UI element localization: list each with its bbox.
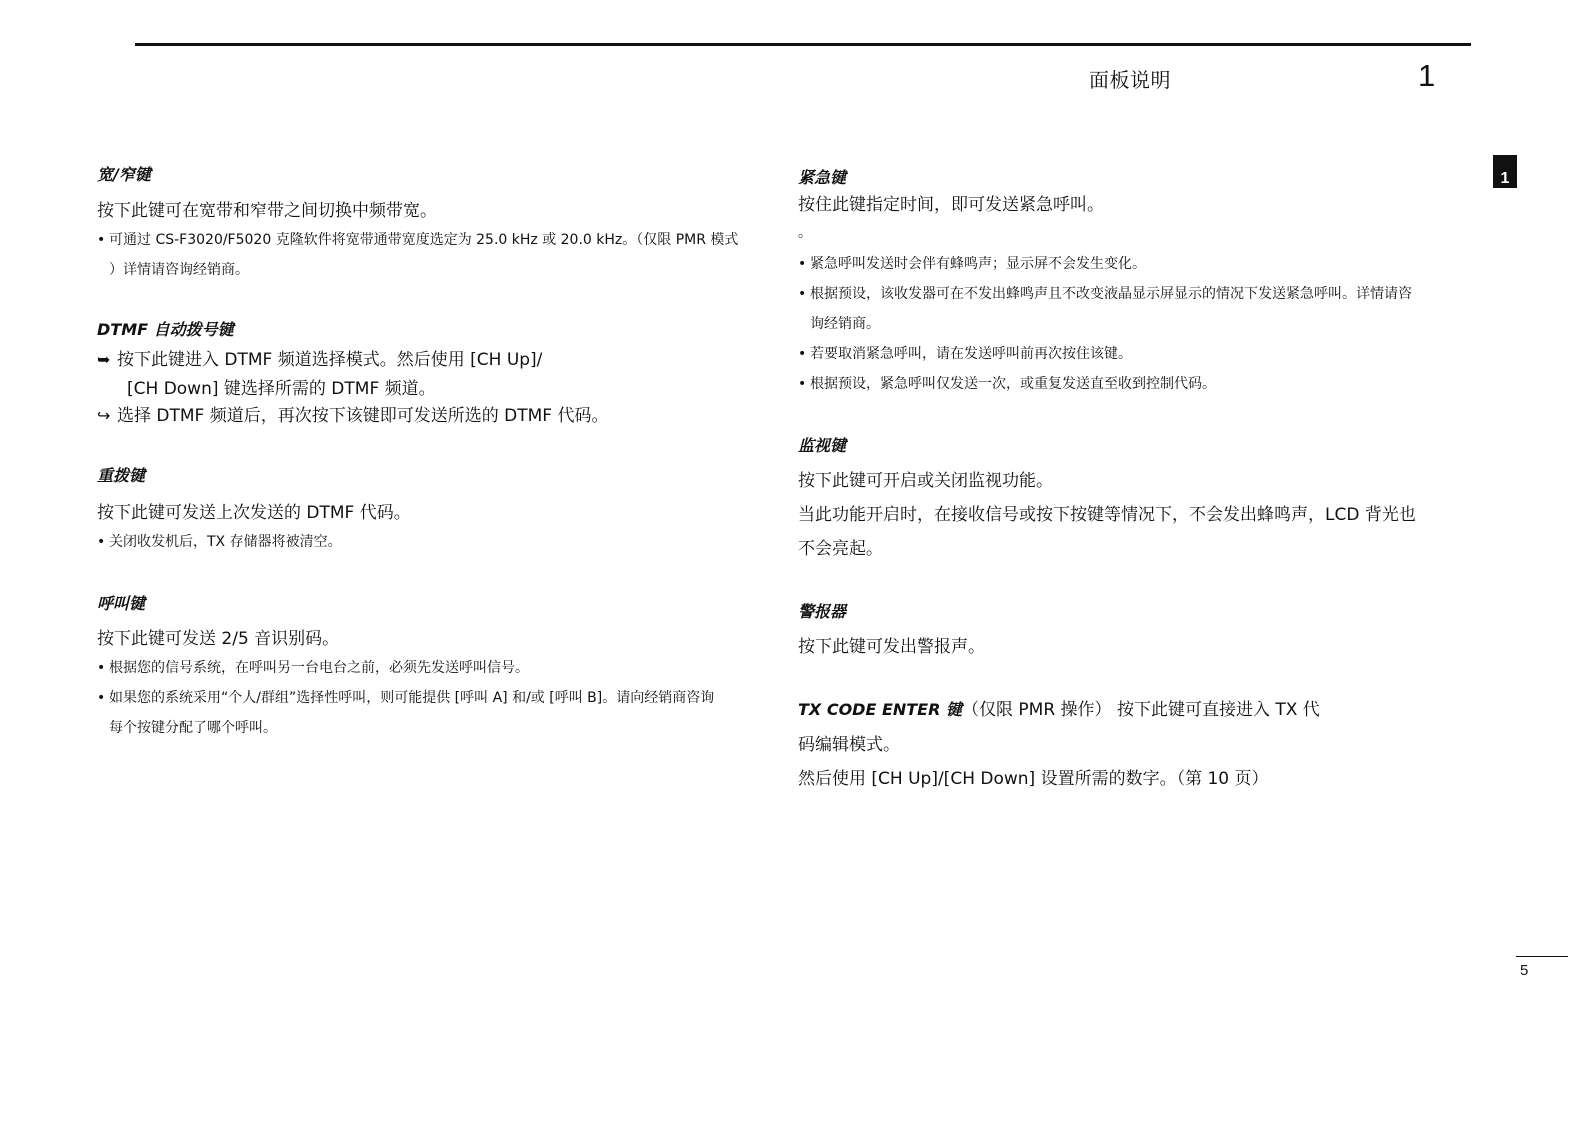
bullet-dot: • [97, 534, 106, 550]
dtmf-heading: DTMF 自动拨号键 [97, 320, 234, 339]
emergency-bullet-4 [798, 373, 1216, 393]
tx-code-heading: TX CODE ENTER 键 [798, 700, 963, 719]
bullet-text: 根据预设，紧急呼叫仅发送一次，或重复发送直至收到控制代码。 [810, 376, 1216, 392]
monitor-line-2: 当此功能开启时，在接收信号或按下按键等情况下，不会发出蜂鸣声，LCD 背光也 [798, 505, 1416, 525]
emergency-bullet-3 [798, 343, 1132, 363]
chapter-number: 1 [1418, 58, 1436, 93]
call-heading: 呼叫键 [97, 594, 146, 613]
call-bullet-2-cont: 每个按键分配了哪个呼叫。 [109, 720, 277, 736]
bullet-text: 如果您的系统采用“个人/群组”选择性呼叫，则可能提供 [呼叫 A] 和/或 [呼叫 B]。请向经销商咨询 [109, 690, 715, 706]
bullet-dot: • [798, 286, 807, 302]
redial-bullet [97, 531, 342, 551]
tx-code-line-2: 码编辑模式。 [798, 735, 900, 755]
dtmf-text-3: 选择 DTMF 频道后，再次按下该键即可发送所选的 DTMF 代码。 [117, 406, 609, 426]
page-number: 5 [1520, 962, 1529, 979]
top-rule [135, 43, 1471, 46]
chapter-tab-label: 1 [1500, 170, 1510, 187]
tx-code-line-3: 然后使用 [CH Up]/[CH Down] 设置所需的数字。（第 10 页） [798, 769, 1269, 789]
bullet-text: 关闭收发机后，TX 存储器将被清空。 [109, 534, 342, 550]
tx-code-line-1 [798, 695, 1320, 720]
bullet-dot: • [798, 256, 807, 272]
emergency-bullet-2-cont: 询经销商。 [810, 316, 880, 332]
bullet-text: 根据预设，该收发器可在不发出蜂鸣声且不改变液晶显示屏显示的情况下发送紧急呼叫。详情请咨 [810, 286, 1412, 302]
wide-narrow-bullet-cont: ）详情请咨询经销商。 [109, 262, 249, 278]
wide-narrow-heading: 宽/窄键 [97, 165, 151, 184]
emergency-body: 按住此键指定时间，即可发送紧急呼叫。 [798, 195, 1104, 215]
bullet-text: 根据您的信号系统，在呼叫另一台电台之前，必须先发送呼叫信号。 [109, 660, 529, 676]
alarm-body: 按下此键可发出警报声。 [798, 637, 985, 657]
wide-narrow-bullet [97, 229, 738, 249]
redial-body: 按下此键可发送上次发送的 DTMF 代码。 [97, 503, 411, 523]
call-body: 按下此键可发送 2/5 音识别码。 [97, 629, 340, 649]
emergency-heading: 紧急键 [798, 168, 847, 187]
dtmf-text-1: 按下此键进入 DTMF 频道选择模式。然后使用 [CH Up]/ [117, 350, 543, 370]
dtmf-line-1 [97, 345, 542, 370]
bullet-dot: • [798, 346, 807, 362]
alarm-heading: 警报器 [798, 602, 847, 621]
return-arrow-icon: ↪ [97, 406, 111, 425]
call-bullet-1 [97, 657, 529, 677]
bullet-dot: • [97, 232, 106, 248]
wide-narrow-body: 按下此键可在宽带和窄带之间切换中频带宽。 [97, 201, 437, 221]
monitor-heading: 监视键 [798, 436, 847, 455]
emergency-bullet-1 [798, 253, 1146, 273]
page-number-rule [1516, 956, 1568, 957]
dtmf-line-2: [CH Down] 键选择所需的 DTMF 频道。 [127, 379, 436, 399]
emergency-bullet-2 [798, 283, 1412, 303]
redial-heading: 重拨键 [97, 466, 146, 485]
bullet-text: 若要取消紧急呼叫，请在发送呼叫前再次按住该键。 [810, 346, 1132, 362]
bullet-text: 可通过 CS-F3020/F5020 克隆软件将宽带通带宽度选定为 25.0 kHz 或 20.0 kHz。（仅限 PMR 模式 [109, 232, 739, 248]
bullet-dot: • [97, 690, 106, 706]
emergency-dot: 。 [798, 225, 812, 241]
arrow-icon: ➥ [97, 350, 111, 369]
section-title: 面板说明 [1089, 68, 1171, 92]
chapter-tab [1493, 155, 1517, 188]
monitor-body: 按下此键可开启或关闭监视功能。 [798, 471, 1053, 491]
dtmf-line-3 [97, 401, 608, 426]
bullet-dot: • [97, 660, 106, 676]
call-bullet-2 [97, 687, 714, 707]
bullet-text: 紧急呼叫发送时会伴有蜂鸣声；显示屏不会发生变化。 [810, 256, 1146, 272]
monitor-line-3: 不会亮起。 [798, 539, 883, 559]
bullet-dot: • [798, 376, 807, 392]
tx-code-text-1: （仅限 PMR 操作） 按下此键可直接进入 TX 代 [962, 700, 1320, 720]
